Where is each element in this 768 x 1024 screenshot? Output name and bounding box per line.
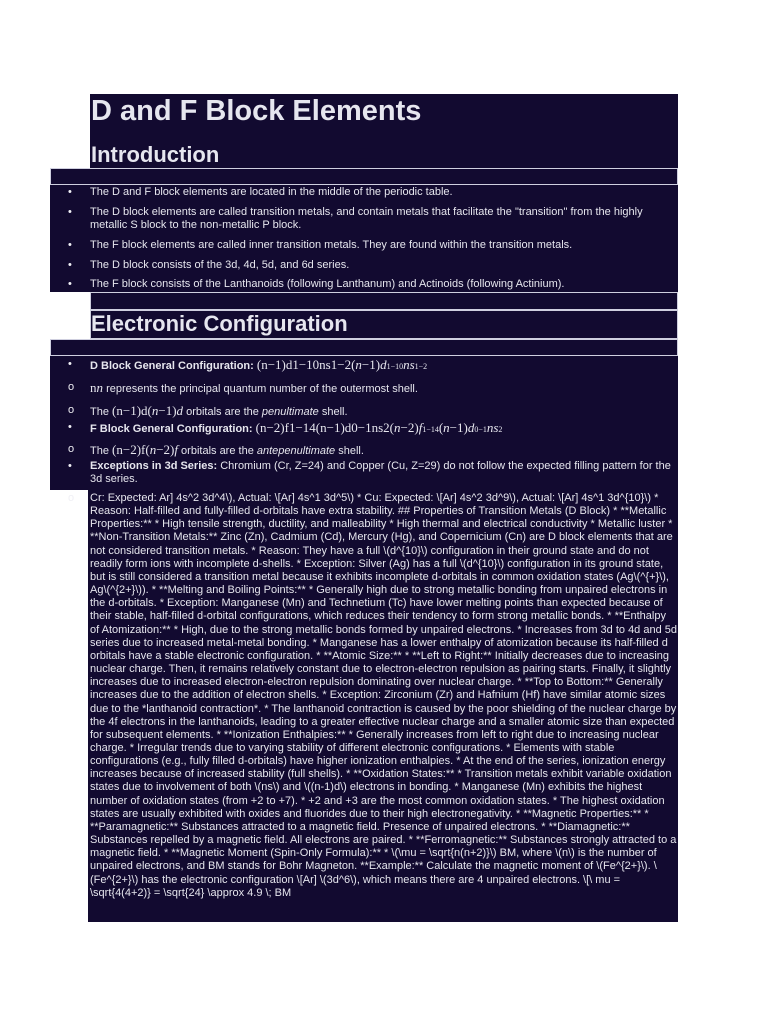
sub-bullet: o [68,492,75,504]
d-block-formula: (n−1)d1−10ns1−2(n−1)d1−10ns1−2 [256,357,428,372]
d-block-label: D Block General Configuration: [90,360,254,372]
sub-bullet: o [68,381,75,393]
intro-spacer-box [50,168,678,185]
long-text-block: Cr: Expected: Ar] 4s^2 3d^4\), Actual: \[Ar] 4s^1 3d^5\) * Cu: Expected: \[Ar] 4s^2 3d^9\), Actual: \[Ar] 4s^1 3d^{10}\) * Reason: Half-filled and fully-filled d-orbitals have extra stability. ## Properties of Transition Metals (D Block) * **Metallic Properties:** * High tensile strength, ductility, and malleability * High thermal and electrical conductivity * Metallic luster * **Non-Transition Metals:** Zinc (Zn), Cadmium (Cd), Mercury (Hg), and Copernicium (Cn) are D block elements that are not considered transition metals. * Reason: They have a full \(d^{10}\) configuration in their ground state and do not readily form ions with incomplete d-shells. * Exception: Silver (Ag) has a full \(d^{10}\) configuration in its ground state, but is still considered a transition metal because it exhibits incomplete d-orbitals in common oxidation states (Ag\(^{+}\), Ag\(^{2+}\)). * **Melting and Boiling Points:** * Generally high due to strong metallic bonding from unpaired electrons in the d-orbitals. * Exception: Manganese (Mn) and Technetium (Tc) have lower melting points than expected because of their stable, half-filled d-orbital configurations, which reduces their tendency to form strong metallic bonds. * **Enthalpy of Atomization:** * High, due to the strong metallic bonds formed by unpaired electrons. * Increases from 3d to 4d and 5d series due to increased metal-metal bonding. * Manganese has a lower enthalpy of atomization because its half-filled d orbitals have a stable electronic configuration. * **Atomic Size:** * **Left to Right:** Initially decreases due to increasing nuclear charge. Then, it remains relatively constant due to electron-electron repulsion as pairing starts. Finally, it slightly increases due to increased electron-electron repulsion dominating over nuclear charge. * **Top to Bottom:** Generally increases due to the addition of electron shells. * Exception: Zirconium (Zr) and Hafnium (Hf) have similar atomic sizes due to the *lanthanoid contraction*. * The lanthanoid contraction is caused by the poor shielding of the nuclear charge by the 4f electrons in the lanthanoids, leading to a greater effective nuclear charge and a smaller atomic size than expected for subsequent elements. * **Ionization Enthalpies:** * Generally increases from left to right due to increasing nuclear charge. * Irregular trends due to varying stability of different electronic configurations. * Elements with stable configurations (e.g., fully filled d-orbitals) have higher ionization enthalpies. * At the end of the series, ionization energy increases because of increased stability (full shells). * **Oxidation States:** * Transition metals exhibit variable oxidation states due to involvement of both \(ns\) and \((n-1)d\) electrons in bonding. * Manganese (Mn) exhibits the highest number of oxidation states (from +2 to +7). * +2 and +3 are the most common oxidation states. * The highest oxidation states are usually exhibited with oxides and fluorides due to their high electronegativity. * **Magnetic Properties:** * **Paramagnetic:** Substances attracted to a magnetic field. Presence of unpaired electrons. * **Diamagnetic:** Substances repelled by a magnetic field. All electrons are paired. * **Ferromagnetic:** Substances strongly attracted to a magnetic field. * **Magnetic Moment (Spin-Only Formula):** * \(\mu = \sqrt{n(n+2)}\) BM, where \(n\) is the number of unpaired electrons, and BM stands for Bohr Magneton. **Example:** Calculate the magnetic moment of \(Fe^{2+}\). \(Fe^{2+}\) has the electronic configuration \[Ar] \(3d^6\), which means there are 4 unpaired electrons. \[\ mu = \sqrt{4(4+2)} = \sqrt{24} \approx 4.9 \; BM [90,492,678,899]
spacer-box [90,292,678,310]
section-heading-introduction: Introduction [91,142,220,167]
section-heading-electronic-configuration: Electronic Configuration [91,311,348,336]
bullet: • [68,460,72,472]
f-block-label: F Block General Configuration: [90,423,253,435]
bullet: • [68,239,72,251]
bullet: • [68,186,72,198]
bullet: • [68,358,72,370]
config-spacer-box [50,339,678,356]
sub-bullet: o [68,443,75,455]
page-title: D and F Block Elements [91,95,422,127]
bullet: • [68,278,72,290]
bullet: • [68,259,72,271]
bullet: • [68,421,72,433]
bullet: • [68,206,72,218]
f-block-formula: (n−2)f1−14(n−1)d0−1ns2(n−2)f1−14(n−1)d0−1ns2 [255,420,503,435]
sub-bullet: o [68,404,75,416]
